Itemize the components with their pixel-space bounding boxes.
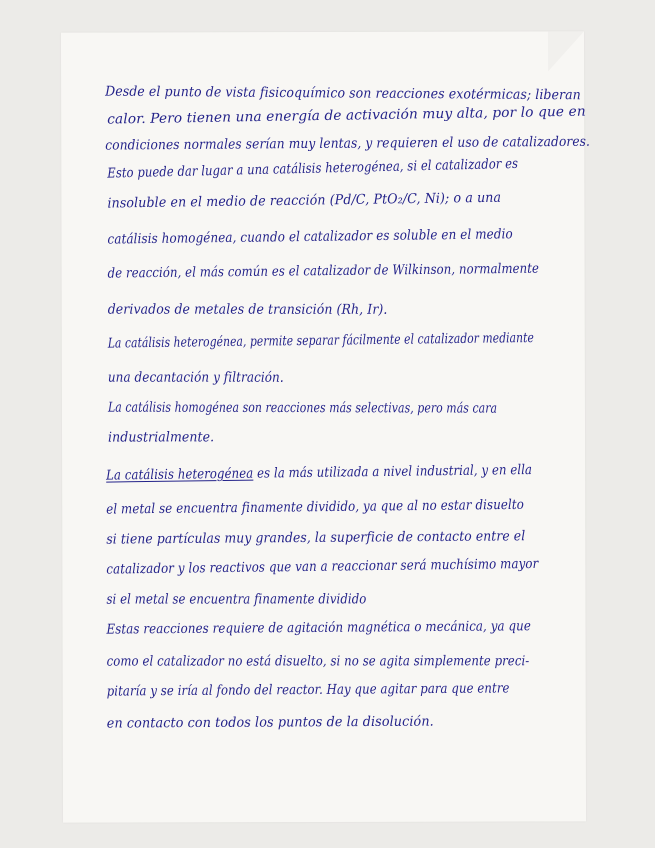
text-line-2: calor. Pero tienen una energía de activación muy alta, por lo que en bbox=[107, 103, 586, 128]
text-line-14: el metal se encuentra finamente dividido, ya que al no estar disuelto bbox=[106, 496, 524, 518]
text-line-7: de reacción, el más común es el catalizador de Wilkinson, normalmente bbox=[107, 260, 540, 282]
text-line-20: pitaría y se iría al fondo del reactor. Hay que agitar para que entre bbox=[106, 680, 510, 700]
text-line-6: catálisis homogénea, cuando el catalizador es soluble en el medio bbox=[107, 226, 513, 248]
notebook-page bbox=[61, 31, 591, 822]
text-line-15: si tiene partículas muy grandes, la superficie de contacto entre el bbox=[106, 528, 526, 548]
text-line-17: si el metal se encuentra finamente dividido bbox=[106, 591, 367, 608]
text-line-16: catalizador y los reactivos que van a reaccionar será muchísimo mayor bbox=[106, 555, 539, 578]
bleed-through bbox=[82, 301, 85, 313]
text-line-5: insoluble en el medio de reacción (Pd/C, PtO₂/C, Ni); o a una bbox=[107, 189, 502, 212]
text-line-13 bbox=[106, 461, 532, 485]
text-line-4: Esto puede dar lugar a una catálisis heterogénea, si el catalizador es bbox=[107, 155, 519, 182]
text-line-3: condiciones normales serían muy lentas, y requieren el uso de catalizadores. bbox=[105, 133, 591, 154]
text-line-21: en contacto con todos los puntos de la disolución. bbox=[106, 713, 434, 732]
page-fold bbox=[548, 31, 584, 71]
text-line-19: como el catalizador no está disuelto, si no se agita simplemente preci- bbox=[106, 653, 530, 670]
text-line-13-rest: es la más utilizada a nivel industrial, y en ella bbox=[253, 461, 533, 482]
underlined-term: La catálisis heterogénea bbox=[106, 465, 254, 484]
text-line-8: derivados de metales de transición (Rh, Ir). bbox=[107, 301, 388, 318]
text-line-9: La catálisis heterogénea, permite separar fácilmente el catalizador mediante bbox=[107, 329, 535, 352]
text-line-10: una decantación y filtración. bbox=[107, 369, 284, 386]
text-line-1: Desde el punto de vista fisicoquímico son reacciones exotérmicas; liberan bbox=[105, 83, 581, 104]
text-line-12: industrialmente. bbox=[108, 429, 215, 446]
text-line-11: La catálisis homogénea son reacciones más selectivas, pero más cara bbox=[107, 399, 498, 417]
text-line-18: Estas reacciones requiere de agitación magnética o mecánica, ya que bbox=[106, 618, 531, 638]
